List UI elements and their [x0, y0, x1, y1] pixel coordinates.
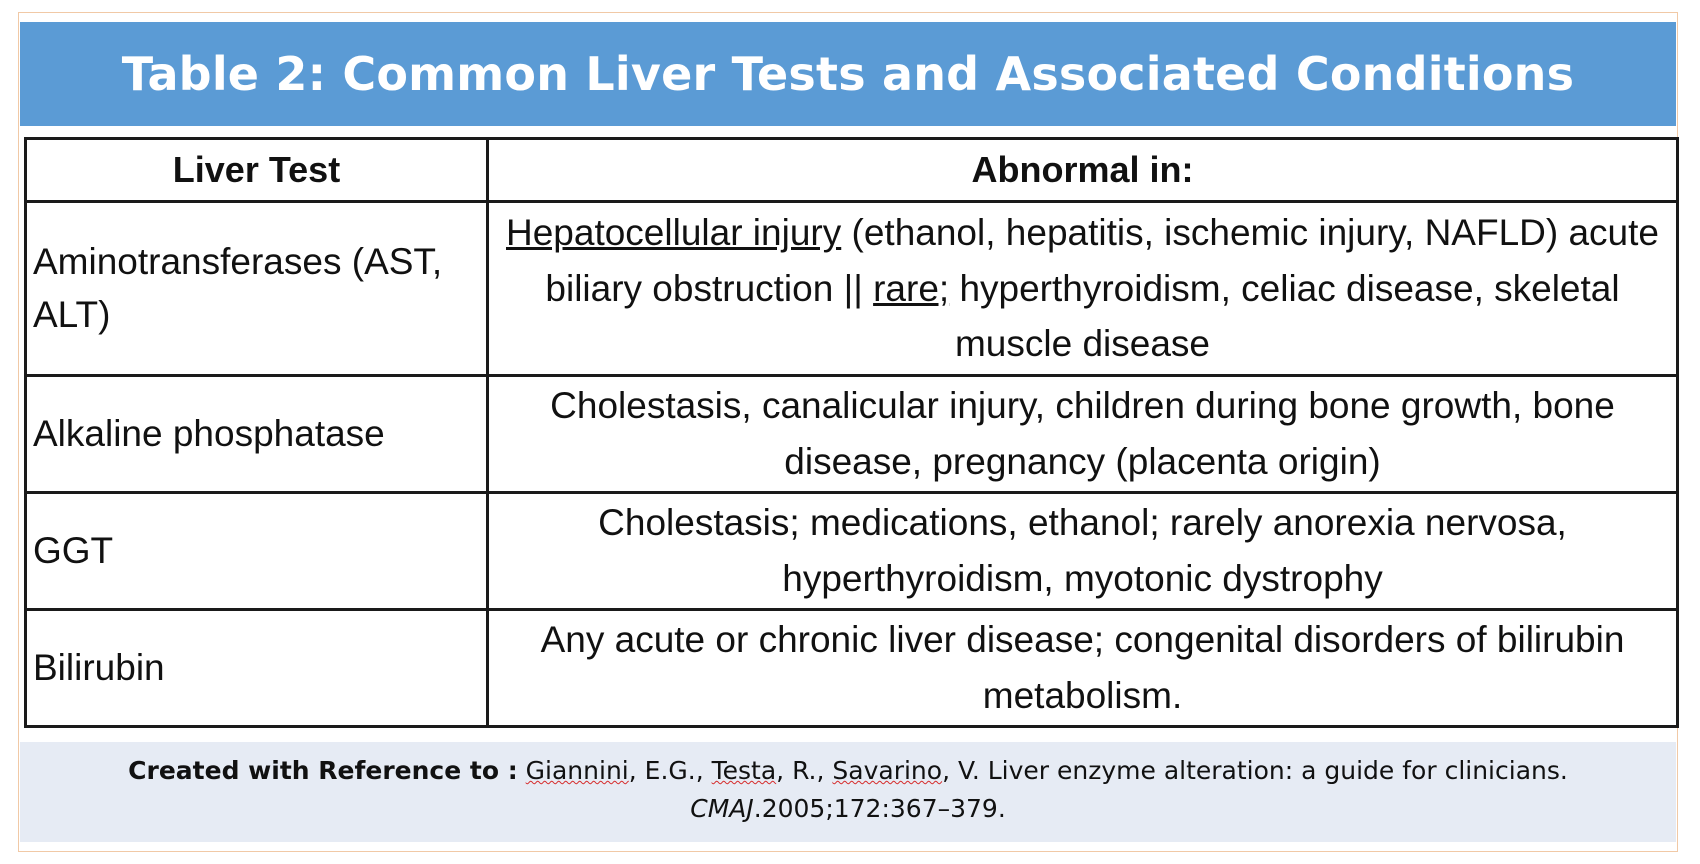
table-row: [26, 492, 1678, 609]
conditions-alkaline-phosphatase: Cholestasis, canalicular injury, children during bone growth, bone disease, pregnancy (placenta origin): [488, 375, 1678, 492]
title-banner: [20, 22, 1676, 126]
liver-tests-table: [24, 137, 1679, 728]
reference-line-1: [20, 752, 1676, 790]
test-bilirubin: Bilirubin: [26, 609, 488, 726]
reference-sep-2: , R.,: [776, 756, 833, 785]
reference-note: [20, 742, 1676, 842]
reference-sep-1: , E.G.,: [628, 756, 712, 785]
conditions-ggt: Cholestasis; medications, ethanol; rarely anorexia nervosa, hyperthyroidism, myotonic dystrophy: [488, 492, 1678, 609]
reference-line-2: [20, 790, 1676, 828]
author-giannini: Giannini: [525, 756, 629, 785]
table-title: Table 2: Common Liver Tests and Associated Conditions: [121, 47, 1575, 101]
conditions-text-1: (ethanol, hepatitis, ischemic injury, NAFLD) acute biliary obstruction ||: [545, 212, 1659, 309]
test-aminotransferases: Aminotransferases (AST, ALT): [26, 202, 488, 376]
test-alkaline-phosphatase: Alkaline phosphatase: [26, 375, 488, 492]
conditions-text-2: hyperthyroidism, celiac disease, skeletal muscle disease: [949, 267, 1620, 365]
test-ggt: GGT: [26, 492, 488, 609]
rare-text: rare;: [873, 267, 950, 309]
header-liver-test: Liver Test: [26, 139, 488, 202]
table-row: [26, 375, 1678, 492]
author-savarino: Savarino: [832, 756, 943, 785]
conditions-bilirubin: Any acute or chronic liver disease; congenital disorders of bilirubin metabolism.: [488, 609, 1678, 726]
reference-label: Created with Reference to :: [128, 756, 518, 785]
reference-citation: .2005;172:367–379.: [753, 794, 1006, 823]
conditions-aminotransferases: [488, 202, 1678, 376]
header-abnormal-in: Abnormal in:: [488, 139, 1678, 202]
table-row: [26, 609, 1678, 726]
reference-title: , V. Liver enzyme alteration: a guide for clinicians.: [942, 756, 1568, 785]
table-header-row: [26, 139, 1678, 202]
table-row: [26, 202, 1678, 376]
hepatocellular-injury-text: Hepatocellular injury: [506, 212, 842, 254]
reference-journal: CMAJ: [690, 794, 754, 823]
author-testa: Testa: [711, 756, 777, 785]
